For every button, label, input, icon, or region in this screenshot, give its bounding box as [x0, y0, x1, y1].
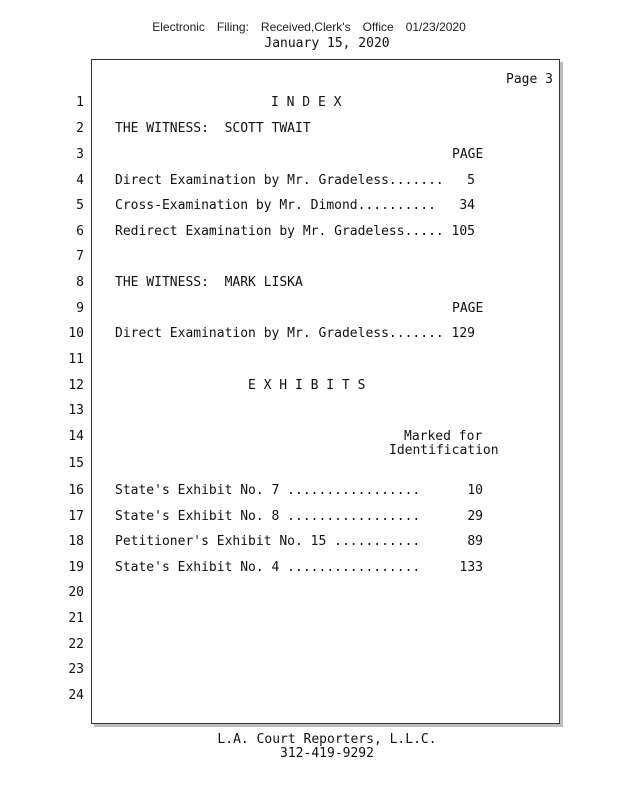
line-number: 22 — [68, 637, 84, 652]
exhibit-column-header: Identification — [389, 443, 499, 458]
witness-heading: THE WITNESS: SCOTT TWAIT — [115, 121, 311, 136]
line-number: 1 — [76, 95, 84, 110]
exhibit-entry: State's Exhibit No. 7 ................. — [115, 483, 421, 498]
line-number: 3 — [76, 147, 84, 162]
line-number: 14 — [68, 429, 84, 444]
line-number: 9 — [76, 301, 84, 316]
line-number: 13 — [68, 403, 84, 418]
page-number: Page 3 — [506, 72, 553, 87]
index-heading: I N D E X — [271, 95, 342, 110]
exhibit-entry-page: 89 — [467, 534, 483, 549]
stamp-electronic: Electronic — [152, 20, 205, 34]
line-number: 5 — [76, 198, 84, 213]
line-number: 17 — [68, 509, 84, 524]
index-entry-page: 5 — [467, 173, 475, 188]
index-entry: Redirect Examination by Mr. Gradeless..... — [115, 224, 444, 239]
index-entry: Cross-Examination by Mr. Dimond.......... — [115, 198, 436, 213]
stamp-office: Office — [362, 20, 394, 34]
line-number: 8 — [76, 275, 84, 290]
line-number: 21 — [68, 611, 84, 626]
reporter-footer — [0, 733, 618, 761]
index-entry-page: 129 — [451, 326, 475, 341]
line-number: 23 — [68, 662, 84, 677]
line-number: 16 — [68, 483, 84, 498]
electronic-filing-stamp — [0, 20, 618, 34]
line-number: 6 — [76, 224, 84, 239]
line-number: 12 — [68, 378, 84, 393]
exhibit-entry-page: 29 — [467, 509, 483, 524]
line-number: 11 — [68, 352, 84, 367]
transcript-date: January 15, 2020 — [264, 36, 390, 51]
line-number: 2 — [76, 121, 84, 136]
witness-heading: THE WITNESS: MARK LISKA — [115, 275, 303, 290]
stamp-filing: Filing: — [216, 20, 249, 34]
exhibit-entry: Petitioner's Exhibit No. 15 ........... — [115, 534, 421, 549]
reporter-name: L.A. Court Reporters, L.L.C. — [217, 732, 437, 747]
page-column-header: PAGE — [452, 301, 484, 316]
line-number: 7 — [76, 249, 84, 264]
index-entry: Direct Examination by Mr. Gradeless....... — [115, 173, 444, 188]
line-number: 19 — [68, 560, 84, 575]
line-number: 15 — [68, 456, 84, 471]
exhibit-entry-page: 10 — [467, 483, 483, 498]
index-entry-page: 34 — [459, 198, 475, 213]
exhibit-column-header: Marked for — [404, 429, 483, 444]
exhibit-entry: State's Exhibit No. 8 ................. — [115, 509, 421, 524]
line-number: 18 — [68, 534, 84, 549]
line-number: 4 — [76, 173, 84, 188]
line-number: 10 — [68, 326, 84, 341]
exhibit-entry: State's Exhibit No. 4 ................. — [115, 560, 421, 575]
page-column-header: PAGE — [452, 147, 484, 162]
stamp-received: Received,Clerk's — [260, 20, 351, 34]
exhibit-entry-page: 133 — [459, 560, 483, 575]
line-number: 20 — [68, 585, 84, 600]
index-entry-page: 105 — [451, 224, 475, 239]
exhibits-heading: E X H I B I T S — [248, 378, 366, 393]
index-entry: Direct Examination by Mr. Gradeless....... — [115, 326, 444, 341]
stamp-date: 01/23/2020 — [405, 20, 466, 34]
line-number: 24 — [68, 688, 84, 703]
reporter-phone: 312-419-9292 — [280, 746, 374, 761]
